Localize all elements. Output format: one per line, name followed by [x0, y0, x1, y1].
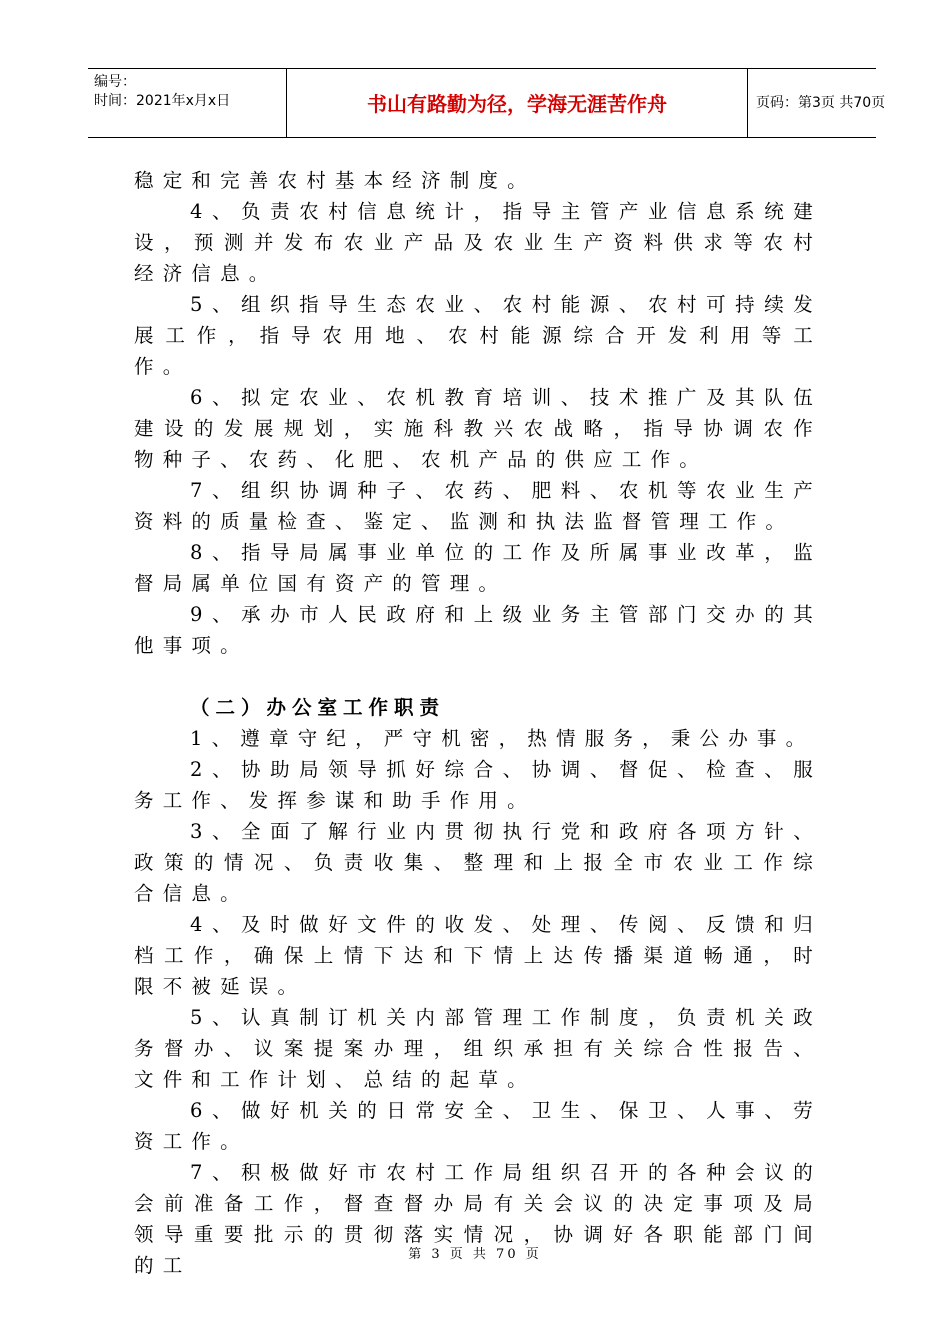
document-time-label: 时间：2021年x月x日: [94, 93, 231, 109]
header-page-cell: [748, 69, 886, 137]
section-title: （二）办公室工作职责: [190, 696, 446, 719]
document-header: [88, 68, 886, 138]
header-page-label: 页码：第3页 共70页: [756, 95, 886, 111]
body-paragraph: 6、做好机关的日常安全、卫生、保卫、人事、劳资工作。: [134, 1099, 822, 1153]
body-paragraph: 4、负责农村信息统计，指导主管产业信息系统建设，预测并发布农业产品及农业生产资料供求等农村经济信息。: [134, 200, 822, 285]
body-paragraph: 8、指导局属事业单位的工作及所属事业改革，监督局属单位国有资产的管理。: [134, 541, 822, 595]
body-paragraph: 7、组织协调种子、农药、肥料、农机等农业生产资料的质量检查、鉴定、监测和执法监督管理工作。: [134, 479, 822, 533]
duty-list-part1: [134, 165, 822, 661]
body-paragraph: 3、全面了解行业内贯彻执行党和政府各项方针、政策的情况、负责收集、整理和上报全市农业工作综合信息。: [134, 820, 822, 905]
document-number-label: 编号：: [94, 74, 136, 90]
header-motto: 书山有路勤为径，学海无涯苦作舟: [367, 92, 667, 116]
duty-list-part2: [134, 723, 822, 1281]
body-paragraph: 4、及时做好文件的收发、处理、传阅、反馈和归档工作，确保上情下达和下情上达传播渠道畅通，时限不被延误。: [134, 913, 822, 998]
body-paragraph: 2、协助局领导抓好综合、协调、督促、检查、服务工作、发挥参谋和助手作用。: [134, 758, 822, 812]
page-footer: 第 3 页 共 70 页: [408, 1247, 542, 1262]
header-meta-cell: [88, 69, 286, 137]
header-motto-cell: [286, 69, 748, 137]
body-paragraph: 5、认真制订机关内部管理工作制度，负责机关政务督办、议案提案办理，组织承担有关综合性报告、文件和工作计划、总结的起草。: [134, 1006, 822, 1091]
document-body: [134, 165, 822, 1281]
body-paragraph: 7、积极做好市农村工作局组织召开的各种会议的会前准备工作，督查督办局有关会议的决定事项及局领导重要批示的贯彻落实情况，协调好各职能部门间的工: [134, 1161, 822, 1277]
body-paragraph: 稳定和完善农村基本经济制度。: [134, 169, 536, 192]
body-paragraph: 9、承办市人民政府和上级业务主管部门交办的其他事项。: [134, 603, 822, 657]
body-paragraph: 6、拟定农业、农机教育培训、技术推广及其队伍建设的发展规划，实施科教兴农战略，指导协调农作物种子、农药、化肥、农机产品的供应工作。: [134, 386, 822, 471]
body-paragraph: 1、遵章守纪，严守机密，热情服务，秉公办事。: [190, 727, 815, 750]
body-paragraph: 5、组织指导生态农业、农村能源、农村可持续发展工作，指导农用地、农村能源综合开发利用等工作。: [134, 293, 822, 378]
